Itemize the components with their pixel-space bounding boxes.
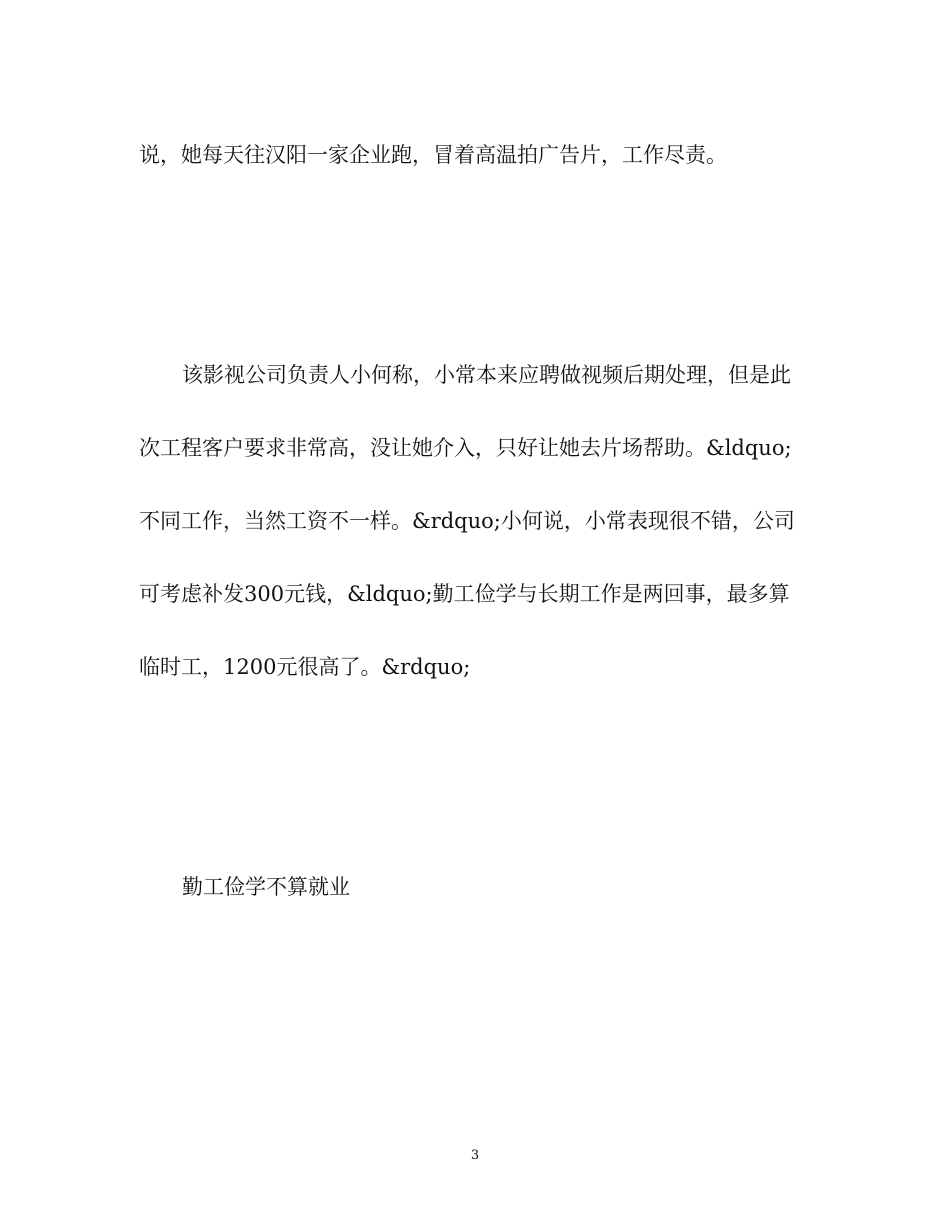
paragraph-1-line-1: 说，她每天往汉阳一家企业跑，冒着高温拍广告片，工作尽责。 [139,143,727,167]
paragraph-2-line-1: 该影视公司负责人小何称，小常本来应聘做视频后期处理，但是此 [182,363,791,387]
paragraph-2-line-5: 临时工，1200元很高了。&rdquo; [139,655,471,679]
section-heading: 勤工俭学不算就业 [182,875,350,899]
paragraph-2-line-4: 可考虑补发300元钱，&ldquo;勤工俭学与长期工作是两回事，最多算 [139,582,790,606]
paragraph-2-line-3: 不同工作，当然工资不一样。&rdquo;小何说，小常表现很不错，公司 [139,509,795,533]
page-number: 3 [470,1148,480,1163]
paragraph-2-line-2: 次工程客户要求非常高，没让她介入，只好让她去片场帮助。&ldquo; [139,436,792,460]
